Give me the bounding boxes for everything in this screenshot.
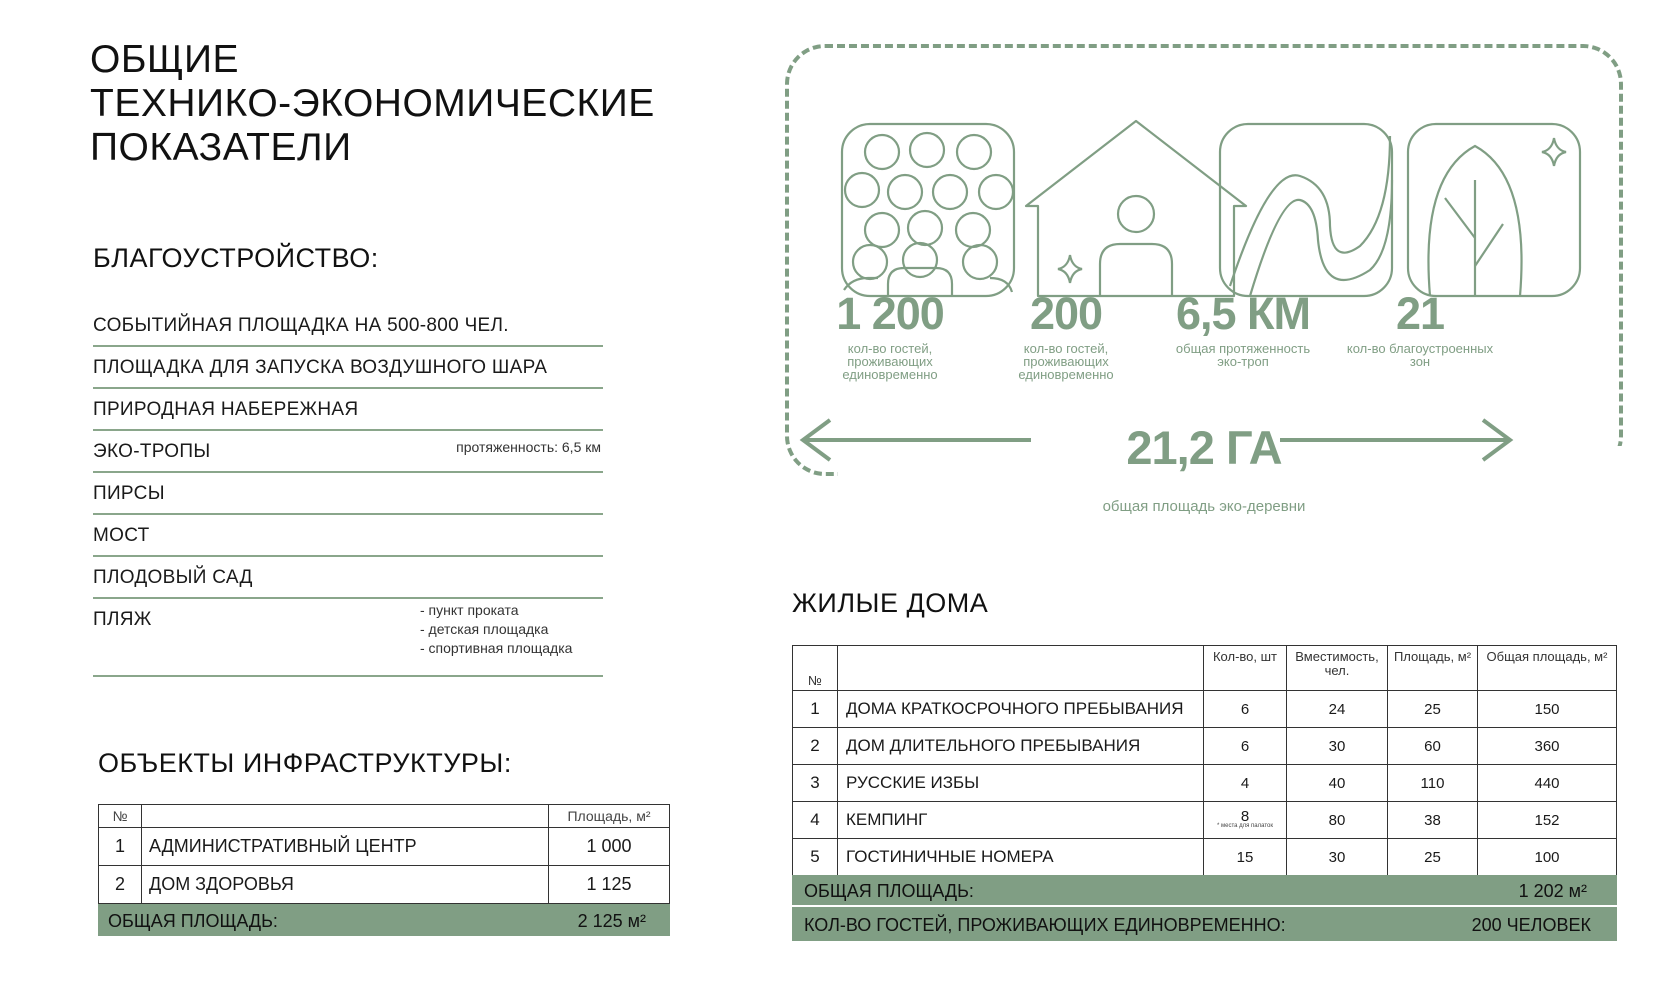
houses-total xyxy=(792,875,1617,905)
infrastructure-heading: ОБЪЕКТЫ ИНФРАСТРУКТУРЫ: xyxy=(98,748,512,778)
total-label: ОБЩАЯ ПЛОЩАДЬ: xyxy=(108,911,278,931)
amenity-label: ПЛОДОВЫЙ САД xyxy=(93,567,253,588)
col-no: № xyxy=(793,646,838,691)
house-icon xyxy=(1026,121,1246,296)
amenity-label: СОБЫТИЙНАЯ ПЛОЩАДКА НА 500-800 ЧЕЛ. xyxy=(93,315,509,336)
stat-value: 200 xyxy=(1029,288,1103,339)
title-line-2: ТЕХНИКО-ЭКОНОМИЧЕСКИЕ xyxy=(90,82,655,125)
col-area: Площадь, м² xyxy=(1388,646,1478,691)
cell-capacity: 40 xyxy=(1287,765,1388,802)
stat-caption-line: зон xyxy=(1409,354,1431,369)
cell-name: КЕМПИНГ xyxy=(838,802,1204,839)
stat-value: 6,5 КМ xyxy=(1175,288,1310,339)
crowd-icon xyxy=(842,124,1014,296)
beach-note: - пункт проката xyxy=(420,602,519,618)
stat-value: 21 xyxy=(1395,288,1445,339)
cell-capacity: 30 xyxy=(1287,839,1388,876)
col-capacity-line: чел. xyxy=(1324,663,1350,678)
title-line-1: ОБЩИЕ xyxy=(90,38,240,81)
amenity-label: МОСТ xyxy=(93,525,150,546)
stat-caption-line: эко-троп xyxy=(1217,354,1269,369)
stat-caption xyxy=(790,342,990,381)
table-row xyxy=(793,765,1617,802)
cell-count: 4 xyxy=(1204,765,1287,802)
cell-capacity: 24 xyxy=(1287,691,1388,728)
houses-heading: ЖИЛЫЕ ДОМА xyxy=(792,588,989,618)
col-capacity-line: Вместимость, xyxy=(1295,649,1379,664)
stat-caption-line: проживающих xyxy=(1023,354,1109,369)
guests-value: 200 ЧЕЛОВЕК xyxy=(1471,915,1591,935)
cell-area: 25 xyxy=(1388,691,1478,728)
infrastructure-total xyxy=(98,904,670,936)
cell-area: 110 xyxy=(1388,765,1478,802)
cell-no: 3 xyxy=(793,765,838,802)
table-row xyxy=(793,691,1617,728)
cell-count: 15 xyxy=(1204,839,1287,876)
total-label: ОБЩАЯ ПЛОЩАДЬ: xyxy=(804,881,974,901)
stat-caption xyxy=(1143,342,1343,368)
amenity-label: ПРИРОДНАЯ НАБЕРЕЖНАЯ xyxy=(93,399,359,420)
cell-count: 6 xyxy=(1204,691,1287,728)
amenity-label: ПЛОЩАДКА ДЛЯ ЗАПУСКА ВОЗДУШНОГО ШАРА xyxy=(93,357,548,378)
cell-name: ГОСТИНИЧНЫЕ НОМЕРА xyxy=(838,839,1204,876)
cell-total: 150 xyxy=(1478,691,1617,728)
total-area-caption: общая площадь эко-деревни xyxy=(1102,498,1306,515)
table-row xyxy=(99,828,670,866)
stat-caption-line: единовременно xyxy=(1018,367,1114,382)
table-row xyxy=(793,802,1617,839)
title-line-3: ПОКАЗАТЕЛИ xyxy=(90,126,352,169)
col-capacity xyxy=(1287,646,1388,691)
table-row xyxy=(793,728,1617,765)
stat-caption xyxy=(1320,342,1520,368)
amenity-label: ПИРСЫ xyxy=(93,483,165,504)
cell-area: 60 xyxy=(1388,728,1478,765)
stat-caption-line: проживающих xyxy=(847,354,933,369)
list-item xyxy=(93,557,603,599)
list-item xyxy=(93,515,603,557)
stat-caption xyxy=(966,342,1166,381)
cell-count-note: * места для палаток xyxy=(1216,823,1273,829)
cell-no: 5 xyxy=(793,839,838,876)
col-total-area: Общая площадь, м² xyxy=(1478,646,1617,691)
cell-area: 1 000 xyxy=(549,828,670,866)
table-row xyxy=(99,866,670,904)
cell-capacity: 30 xyxy=(1287,728,1388,765)
cell-name: ДОМ ЗДОРОВЬЯ xyxy=(142,866,549,904)
total-value: 1 202 м² xyxy=(1518,881,1587,901)
list-item xyxy=(93,431,603,473)
amenities-list xyxy=(93,305,603,677)
list-item xyxy=(93,347,603,389)
stat-caption-line: кол-во гостей, xyxy=(1023,341,1109,356)
cell-count-value: 8 xyxy=(1240,808,1250,825)
cell-total: 360 xyxy=(1478,728,1617,765)
list-item xyxy=(93,389,603,431)
amenity-note: протяженность: 6,5 км xyxy=(456,439,601,455)
infrastructure-table xyxy=(98,804,670,904)
stat-caption-line: кол-во гостей, xyxy=(847,341,933,356)
beach-note: - детская площадка xyxy=(420,621,549,637)
table-header xyxy=(793,646,1617,691)
col-name xyxy=(838,646,1204,691)
stat-value: 1 200 xyxy=(836,288,944,339)
stat-caption-line: единовременно xyxy=(842,367,938,382)
col-area: Площадь, м² xyxy=(549,805,670,828)
cell-name: ДОМ ДЛИТЕЛЬНОГО ПРЕБЫВАНИЯ xyxy=(838,728,1204,765)
amenity-label: ПЛЯЖ xyxy=(93,609,152,630)
cell-no: 1 xyxy=(793,691,838,728)
total-area-value: 21,2 ГА xyxy=(1126,421,1282,474)
cell-no: 2 xyxy=(99,866,142,904)
guests-label: КОЛ-ВО ГОСТЕЙ, ПРОЖИВАЮЩИХ ЕДИНОВРЕМЕННО: xyxy=(804,915,1286,935)
table-row xyxy=(793,839,1617,876)
cell-no: 2 xyxy=(793,728,838,765)
cell-count: 6 xyxy=(1204,728,1287,765)
cell-total: 100 xyxy=(1478,839,1617,876)
list-item xyxy=(93,599,603,677)
amenities-heading: БЛАГОУСТРОЙСТВО: xyxy=(93,243,379,273)
page-title xyxy=(90,38,655,170)
col-name xyxy=(142,805,549,828)
trail-icon xyxy=(1220,124,1392,296)
tree-icon xyxy=(1408,124,1580,296)
cell-name: РУССКИЕ ИЗБЫ xyxy=(838,765,1204,802)
houses-table xyxy=(792,645,1617,876)
table-header xyxy=(99,805,670,828)
cell-area: 38 xyxy=(1388,802,1478,839)
cell-no: 4 xyxy=(793,802,838,839)
cell-total: 152 xyxy=(1478,802,1617,839)
cell-area: 25 xyxy=(1388,839,1478,876)
cell-total: 440 xyxy=(1478,765,1617,802)
cell-area: 1 125 xyxy=(549,866,670,904)
cell-name: ДОМА КРАТКОСРОЧНОГО ПРЕБЫВАНИЯ xyxy=(838,691,1204,728)
col-no: № xyxy=(99,805,142,828)
beach-notes xyxy=(420,601,572,658)
list-item xyxy=(93,305,603,347)
cell-no: 1 xyxy=(99,828,142,866)
amenity-label: ЭКО-ТРОПЫ xyxy=(93,441,211,462)
col-count: Кол-во, шт xyxy=(1204,646,1287,691)
list-item xyxy=(93,473,603,515)
stat-caption-line: общая протяженность xyxy=(1175,341,1311,356)
cell-name: АДМИНИСТРАТИВНЫЙ ЦЕНТР xyxy=(142,828,549,866)
cell-count xyxy=(1204,802,1287,839)
stat-caption-line: кол-во благоустроенных xyxy=(1346,341,1494,356)
beach-note: - спортивная площадка xyxy=(420,640,573,656)
cell-capacity: 80 xyxy=(1287,802,1388,839)
total-value: 2 125 м² xyxy=(577,911,646,931)
houses-guests xyxy=(792,907,1617,941)
